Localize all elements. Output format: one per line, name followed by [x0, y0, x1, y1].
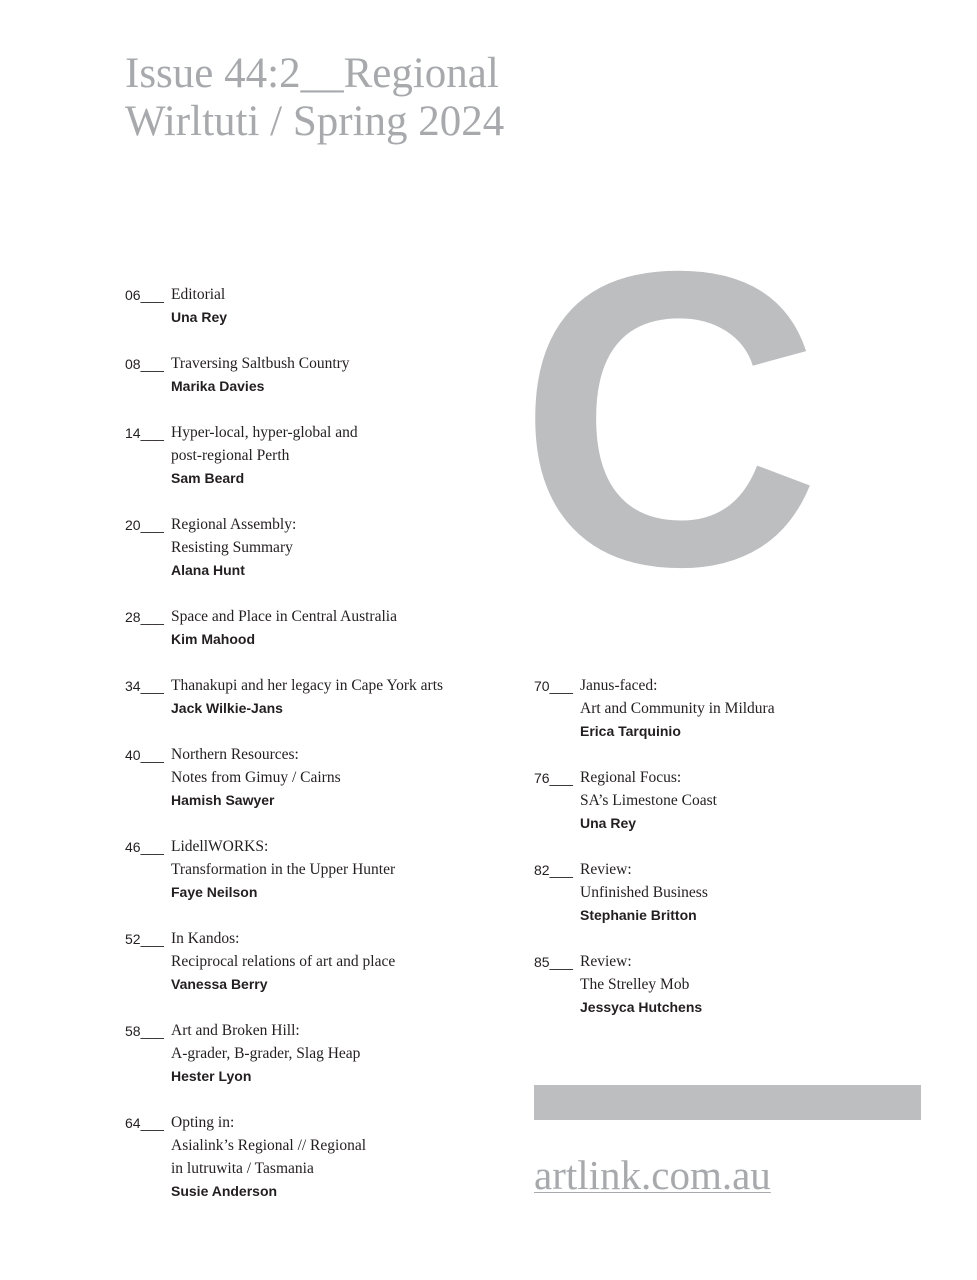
toc-author: Sam Beard	[171, 470, 245, 486]
artlink-logo-letter: C	[518, 185, 822, 654]
toc-author: Una Rey	[580, 815, 637, 831]
toc-page-number: 58___	[125, 1023, 164, 1039]
toc-column-left	[125, 283, 443, 1203]
toc-page-number: 52___	[125, 931, 164, 947]
toc-author: Jack Wilkie-Jans	[171, 700, 283, 716]
toc-author: Kim Mahood	[171, 631, 255, 647]
toc-author: Hester Lyon	[171, 1068, 252, 1084]
toc-author: Alana Hunt	[171, 562, 245, 578]
toc-page-number: 70___	[534, 678, 573, 694]
issue-title	[125, 50, 504, 146]
toc-page-number: 64___	[125, 1115, 164, 1131]
toc-page-number: 85___	[534, 954, 573, 970]
toc-article-title: Art and Community in Mildura	[580, 700, 775, 717]
toc-author: Susie Anderson	[171, 1183, 278, 1199]
website-link[interactable]: artlink.com.au	[534, 1152, 771, 1198]
toc-page-number: 08___	[125, 356, 164, 372]
toc-entry[interactable]	[125, 421, 443, 490]
toc-article-title: Janus-faced:	[580, 677, 658, 694]
toc-article-title: in lutruwita / Tasmania	[171, 1160, 314, 1177]
toc-article-title: Review:	[580, 953, 632, 970]
toc-article-title: Regional Assembly:	[171, 516, 297, 533]
toc-entry[interactable]	[125, 674, 443, 720]
toc-entry[interactable]	[125, 605, 443, 651]
toc-page-number: 34___	[125, 678, 164, 694]
toc-page-number: 82___	[534, 862, 573, 878]
toc-author: Erica Tarquinio	[580, 723, 681, 739]
toc-article-title: Thanakupi and her legacy in Cape York arts	[171, 677, 444, 694]
toc-author: Faye Neilson	[171, 884, 258, 900]
toc-article-title: SA’s Limestone Coast	[580, 792, 717, 809]
toc-article-title: Transformation in the Upper Hunter	[171, 861, 396, 878]
toc-article-title: A-grader, B-grader, Slag Heap	[171, 1045, 361, 1062]
toc-author: Marika Davies	[171, 378, 265, 394]
toc-article-title: Reciprocal relations of art and place	[171, 953, 396, 970]
issue-title-line-2: Wirltuti / Spring 2024	[125, 98, 505, 145]
toc-page-number: 76___	[534, 770, 573, 786]
toc-article-title: Hyper-local, hyper-global and	[171, 424, 358, 441]
toc-article-title: Notes from Gimuy / Cairns	[171, 769, 341, 786]
toc-page-number: 14___	[125, 425, 164, 441]
toc-entry[interactable]	[125, 352, 443, 398]
toc-entry[interactable]	[125, 1019, 443, 1088]
toc-entry[interactable]	[125, 283, 443, 329]
toc-article-title: Opting in:	[171, 1114, 235, 1131]
toc-entry[interactable]	[125, 513, 443, 582]
toc-page-number: 46___	[125, 839, 164, 855]
toc-article-title: Art and Broken Hill:	[171, 1022, 300, 1039]
toc-page-number: 20___	[125, 517, 164, 533]
toc-article-title: Space and Place in Central Australia	[171, 608, 397, 625]
toc-entry[interactable]	[125, 835, 443, 904]
toc-entry[interactable]	[125, 1111, 443, 1203]
toc-column-right	[534, 674, 775, 1019]
toc-article-title: The Strelley Mob	[580, 976, 690, 993]
toc-entry[interactable]	[534, 766, 775, 835]
toc-entry[interactable]	[534, 950, 775, 1019]
toc-article-title: Resisting Summary	[171, 539, 293, 556]
toc-article-title: post-regional Perth	[171, 447, 290, 464]
issue-title-line-1: Issue 44:2__Regional	[125, 50, 499, 97]
toc-page-number: 06___	[125, 287, 164, 303]
toc-author: Vanessa Berry	[171, 976, 268, 992]
toc-article-title: Unfinished Business	[580, 884, 708, 901]
toc-author: Hamish Sawyer	[171, 792, 275, 808]
toc-author: Jessyca Hutchens	[580, 999, 703, 1015]
toc-page-number: 28___	[125, 609, 164, 625]
decorative-grey-bar	[534, 1085, 921, 1120]
toc-entry[interactable]	[534, 674, 775, 743]
toc-article-title: Regional Focus:	[580, 769, 682, 786]
toc-author: Una Rey	[171, 309, 228, 325]
toc-article-title: Review:	[580, 861, 632, 878]
toc-page-number: 40___	[125, 747, 164, 763]
toc-article-title: Asialink’s Regional // Regional	[171, 1137, 367, 1154]
toc-article-title: LidellWORKS:	[171, 838, 269, 855]
toc-entry[interactable]	[125, 743, 443, 812]
toc-author: Stephanie Britton	[580, 907, 697, 923]
toc-entry[interactable]	[125, 927, 443, 996]
toc-article-title: In Kandos:	[171, 930, 240, 947]
toc-article-title: Editorial	[171, 286, 226, 303]
toc-article-title: Traversing Saltbush Country	[171, 355, 350, 372]
toc-entry[interactable]	[534, 858, 775, 927]
toc-article-title: Northern Resources:	[171, 746, 299, 763]
